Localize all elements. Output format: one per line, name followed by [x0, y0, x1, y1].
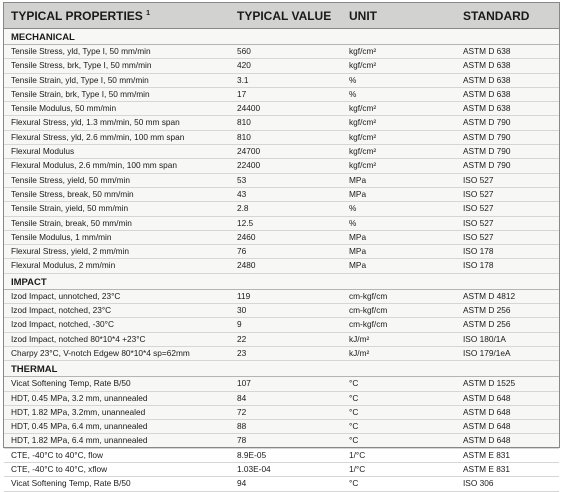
unit-cell: MPa	[349, 188, 367, 199]
property-cell: Tensile Strain, yield, 50 mm/min	[11, 203, 129, 214]
standard-cell: ASTM D 638	[463, 60, 511, 71]
table-row	[4, 202, 559, 216]
property-cell: Tensile Strain, yld, Type I, 50 mm/min	[11, 74, 149, 85]
table-row	[4, 102, 559, 116]
value-cell: 72	[237, 406, 247, 417]
unit-cell: %	[349, 88, 357, 99]
table-row	[4, 290, 559, 304]
property-cell: HDT, 1.82 MPa, 6.4 mm, unannealed	[11, 435, 148, 446]
unit-cell: %	[349, 203, 357, 214]
value-cell: 24700	[237, 146, 261, 157]
table-row	[4, 333, 559, 347]
unit-cell: cm-kgf/cm	[349, 290, 388, 301]
value-cell: 107	[237, 378, 251, 389]
standard-cell: ASTM D 638	[463, 46, 511, 56]
standard-cell: ISO 306	[463, 478, 494, 489]
table-row	[4, 74, 559, 88]
unit-cell: 1/°C	[349, 449, 366, 460]
property-cell: Tensile Stress, break, 50 mm/min	[11, 188, 134, 199]
unit-cell: MPa	[349, 260, 367, 271]
standard-cell: ASTM D 648	[463, 435, 511, 446]
header-properties-label: TYPICAL PROPERTIES	[11, 9, 143, 23]
table-row	[4, 304, 559, 318]
unit-cell: kgf/cm²	[349, 146, 377, 157]
unit-cell: kgf/cm²	[349, 103, 377, 114]
table-row	[4, 188, 559, 202]
table-row	[4, 45, 559, 59]
property-cell: Tensile Modulus, 50 mm/min	[11, 103, 117, 114]
standard-cell: ASTM D 648	[463, 421, 511, 432]
header-properties	[11, 9, 150, 23]
standard-cell: ASTM D 648	[463, 406, 511, 417]
table-row	[4, 392, 559, 406]
property-cell: Flexural Stress, yld, 2.6 mm/min, 100 mm span	[11, 131, 185, 142]
property-cell: Flexural Modulus	[11, 146, 75, 157]
standard-cell: ASTM D 790	[463, 117, 511, 128]
value-cell: 2480	[237, 260, 256, 271]
unit-cell: cm-kgf/cm	[349, 319, 388, 330]
header-unit: UNIT	[349, 9, 377, 23]
value-cell: 2460	[237, 231, 256, 242]
property-cell: Tensile Stress, yield, 50 mm/min	[11, 174, 130, 185]
property-cell: Flexural Modulus, 2 mm/min	[11, 260, 116, 271]
standard-cell: ASTM D 638	[463, 88, 511, 99]
table-row	[4, 159, 559, 173]
standard-cell: ASTM E 831	[463, 449, 511, 460]
table-body	[4, 31, 559, 492]
standard-cell: ISO 178	[463, 246, 494, 257]
value-cell: 9	[237, 319, 242, 330]
property-cell: Vicat Softening Temp, Rate B/50	[11, 378, 131, 389]
property-cell: Flexural Stress, yld, 1.3 mm/min, 50 mm span	[11, 117, 180, 128]
unit-cell: cm-kgf/cm	[349, 305, 388, 316]
value-cell: 560	[237, 46, 251, 56]
property-cell: Izod Impact, notched, 23°C	[11, 305, 112, 316]
value-cell: 30	[237, 305, 247, 316]
value-cell: 17	[237, 88, 247, 99]
property-cell: Izod Impact, unnotched, 23°C	[11, 290, 121, 301]
unit-cell: °C	[349, 406, 359, 417]
table-row	[4, 477, 559, 491]
value-cell: 22400	[237, 160, 261, 171]
value-cell: 2.8	[237, 203, 249, 214]
standard-cell: ASTM D 256	[463, 319, 511, 330]
value-cell: 22	[237, 333, 247, 344]
unit-cell: MPa	[349, 231, 367, 242]
section-heading: THERMAL	[4, 363, 559, 377]
table-row	[4, 231, 559, 245]
standard-cell: ASTM D 790	[463, 146, 511, 157]
value-cell: 43	[237, 188, 247, 199]
table-row	[4, 449, 559, 463]
table-row	[4, 377, 559, 391]
table-row	[4, 88, 559, 102]
property-cell: Izod Impact, notched 80*10*4 +23°C	[11, 333, 146, 344]
value-cell: 3.1	[237, 74, 249, 85]
unit-cell: kgf/cm²	[349, 160, 377, 171]
standard-cell: ASTM D 638	[463, 74, 511, 85]
property-cell: Tensile Modulus, 1 mm/min	[11, 231, 112, 242]
table-row	[4, 245, 559, 259]
standard-cell: ISO 527	[463, 217, 494, 228]
unit-cell: kJ/m²	[349, 333, 370, 344]
table-row	[4, 347, 559, 361]
value-cell: 53	[237, 174, 247, 185]
unit-cell: °C	[349, 392, 359, 403]
table-row	[4, 434, 559, 448]
table-header	[4, 3, 559, 29]
standard-cell: ISO 527	[463, 188, 494, 199]
value-cell: 84	[237, 392, 247, 403]
table-row	[4, 259, 559, 273]
unit-cell: °C	[349, 421, 359, 432]
footnote-marker: 1	[146, 10, 151, 17]
property-cell: HDT, 1.82 MPa, 3.2mm, unannealed	[11, 406, 146, 417]
value-cell: 76	[237, 246, 247, 257]
value-cell: 810	[237, 117, 251, 128]
property-cell: Tensile Stress, brk, Type I, 50 mm/min	[11, 60, 152, 71]
standard-cell: ASTM E 831	[463, 464, 511, 475]
property-cell: Charpy 23°C, V-notch Edgew 80*10*4 sp=62mm	[11, 347, 190, 358]
table-row	[4, 174, 559, 188]
unit-cell: °C	[349, 378, 359, 389]
property-cell: Vicat Softening Temp, Rate B/50	[11, 478, 131, 489]
property-cell: HDT, 0.45 MPa, 6.4 mm, unannealed	[11, 421, 148, 432]
property-cell: CTE, -40°C to 40°C, flow	[11, 449, 103, 460]
section-heading: MECHANICAL	[4, 31, 559, 45]
standard-cell: ISO 527	[463, 174, 494, 185]
standard-cell: ASTM D 648	[463, 392, 511, 403]
property-cell: Flexural Stress, yield, 2 mm/min	[11, 246, 130, 257]
unit-cell: kJ/m²	[349, 347, 370, 358]
section-heading: IMPACT	[4, 276, 559, 290]
unit-cell: kgf/cm²	[349, 46, 377, 56]
properties-table	[3, 2, 560, 489]
value-cell: 1.03E-04	[237, 464, 271, 475]
table-row	[4, 318, 559, 332]
unit-cell: %	[349, 217, 357, 228]
standard-cell: ASTM D 790	[463, 160, 511, 171]
standard-cell: ISO 527	[463, 231, 494, 242]
value-cell: 8.9E-05	[237, 449, 267, 460]
value-cell: 24400	[237, 103, 261, 114]
value-cell: 12.5	[237, 217, 254, 228]
standard-cell: ISO 527	[463, 203, 494, 214]
standard-cell: ASTM D 4812	[463, 290, 516, 301]
table-row	[4, 145, 559, 159]
header-standard: STANDARD	[463, 9, 530, 23]
standard-cell: ASTM D 256	[463, 305, 511, 316]
unit-cell: kgf/cm²	[349, 131, 377, 142]
standard-cell: ISO 179/1eA	[463, 347, 511, 358]
property-cell: Tensile Strain, break, 50 mm/min	[11, 217, 132, 228]
value-cell: 420	[237, 60, 251, 71]
standard-cell: ASTM D 790	[463, 131, 511, 142]
value-cell: 810	[237, 131, 251, 142]
property-cell: Flexural Modulus, 2.6 mm/min, 100 mm span	[11, 160, 177, 171]
unit-cell: °C	[349, 478, 359, 489]
table-row	[4, 59, 559, 73]
unit-cell: °C	[349, 435, 359, 446]
value-cell: 78	[237, 435, 247, 446]
value-cell: 119	[237, 290, 251, 301]
unit-cell: MPa	[349, 246, 367, 257]
property-cell: HDT, 0.45 MPa, 3.2 mm, unannealed	[11, 392, 148, 403]
property-cell: Tensile Stress, yld, Type I, 50 mm/min	[11, 46, 151, 56]
standard-cell: ASTM D 1525	[463, 378, 516, 389]
table-row	[4, 217, 559, 231]
unit-cell: MPa	[349, 174, 367, 185]
table-row	[4, 116, 559, 130]
table-row	[4, 420, 559, 434]
property-cell: Izod Impact, notched, -30°C	[11, 319, 114, 330]
table-row	[4, 406, 559, 420]
table-row	[4, 131, 559, 145]
property-cell: Tensile Strain, brk, Type I, 50 mm/min	[11, 88, 150, 99]
value-cell: 88	[237, 421, 247, 432]
standard-cell: ASTM D 638	[463, 103, 511, 114]
unit-cell: %	[349, 74, 357, 85]
unit-cell: 1/°C	[349, 464, 366, 475]
standard-cell: ISO 180/1A	[463, 333, 506, 344]
value-cell: 23	[237, 347, 247, 358]
unit-cell: kgf/cm²	[349, 117, 377, 128]
header-value: TYPICAL VALUE	[237, 9, 332, 23]
value-cell: 94	[237, 478, 247, 489]
property-cell: CTE, -40°C to 40°C, xflow	[11, 464, 108, 475]
unit-cell: kgf/cm²	[349, 60, 377, 71]
standard-cell: ISO 178	[463, 260, 494, 271]
table-row	[4, 463, 559, 477]
